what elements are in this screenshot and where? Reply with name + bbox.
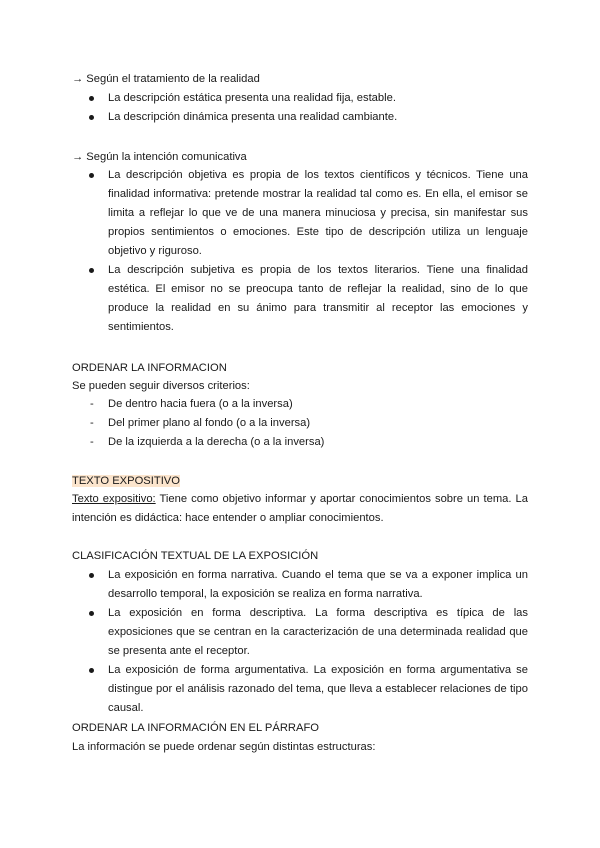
list-item: - Del primer plano al fondo (o a la inversa): [88, 414, 324, 433]
intention-list: [88, 166, 528, 337]
order-heading: ORDENAR LA INFORMACION: [72, 362, 227, 374]
treatment-heading: → Según el tratamiento de la realidad: [72, 73, 260, 85]
list-item: La descripción subjetiva es propia de los textos literarios. Tiene una finalidad estética. El emisor no se preocupa tanto de reflejar la realidad, sino de lo que produce la realidad en su ánimo para transmitir al receptor las emociones y sentimientos.: [88, 261, 528, 337]
list-item: La descripción objetiva es propia de los textos científicos y técnicos. Tiene una finalidad informativa: pretende mostrar la realidad tal como es. En ella, el emisor se limita a reflejar lo que ve de una manera minuciosa y precisa, sin manifestar sus propios sentimientos o emociones. Este tipo de descripción utiliza un lenguaje objetivo y riguroso.: [88, 166, 528, 261]
expository-definition: Tiene como objetivo informar y aportar conocimientos sobre un tema. La intención es didáctica: hace entender o ampliar conocimientos.: [72, 493, 528, 524]
paragraph-heading: ORDENAR LA INFORMACIÓN EN EL PÁRRAFO: [72, 722, 319, 734]
expository-heading-highlight: TEXTO EXPOSITIVO: [72, 475, 180, 487]
expository-heading: [72, 474, 180, 488]
expository-definition-paragraph: [72, 490, 528, 528]
list-item: La descripción dinámica presenta una realidad cambiante.: [88, 108, 528, 127]
list-item: La exposición en forma descriptiva. La forma descriptiva es típica de las exposiciones que se centran en la caracterización de una determinada realidad que se presenta ante el receptor.: [88, 604, 528, 661]
list-item: - De dentro hacia fuera (o a la inversa): [88, 395, 324, 414]
classification-list: [88, 566, 528, 718]
expository-term: Texto expositivo:: [72, 493, 156, 505]
list-item: La descripción estática presenta una realidad fija, estable.: [88, 89, 528, 108]
paragraph-intro: La información se puede ordenar según distintas estructuras:: [72, 741, 376, 753]
list-item: La exposición de forma argumentativa. La exposición en forma argumentativa se distingue por el análisis razonado del tema, que lleva a establecer relaciones de tipo causal.: [88, 661, 528, 718]
list-item: La exposición en forma narrativa. Cuando el tema que se va a exponer implica un desarrollo temporal, la exposición se realiza en forma narrativa.: [88, 566, 528, 604]
order-criteria-list: [88, 395, 324, 452]
classification-heading: CLASIFICACIÓN TEXTUAL DE LA EXPOSICIÓN: [72, 550, 319, 562]
treatment-list: [88, 89, 528, 127]
order-intro: Se pueden seguir diversos criterios:: [72, 380, 250, 392]
intention-heading: → Según la intención comunicativa: [72, 151, 247, 163]
list-item: - De la izquierda a la derecha (o a la inversa): [88, 433, 324, 452]
